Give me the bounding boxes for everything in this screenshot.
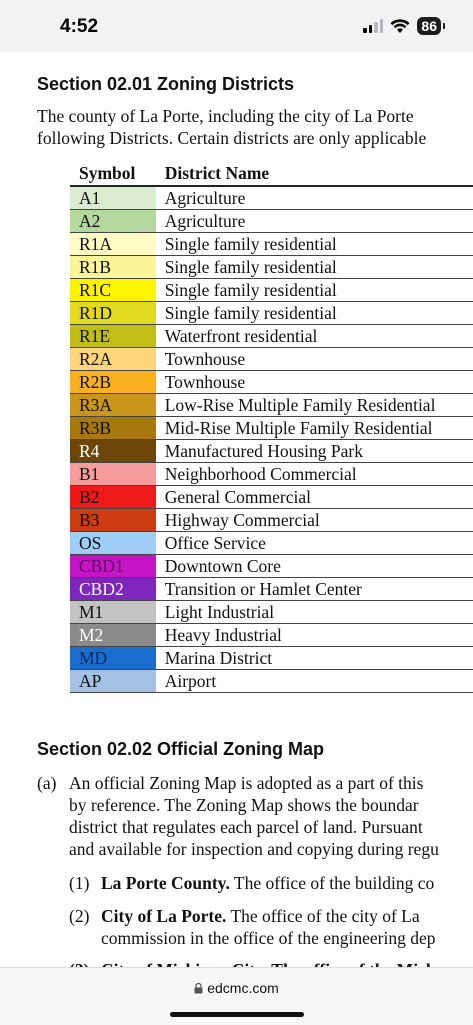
district-symbol-cell: B2 <box>70 486 156 509</box>
table-row <box>70 670 473 693</box>
table-row <box>70 348 473 371</box>
district-symbol-cell: CBD2 <box>70 578 156 601</box>
district-symbol-cell: R1B <box>70 256 156 279</box>
table-row <box>70 624 473 647</box>
lock-icon <box>194 983 203 994</box>
section-heading-zoning-districts: Section 02.01 Zoning Districts <box>37 74 295 94</box>
table-row <box>70 532 473 555</box>
table-header-row <box>70 162 473 186</box>
item-2-bold: City of La Porte. <box>101 906 227 926</box>
district-name-cell: Townhouse <box>156 348 473 371</box>
district-name-cell: Airport <box>156 670 473 693</box>
district-symbol-cell: R1D <box>70 302 156 325</box>
district-name-cell: Light Industrial <box>156 601 473 624</box>
district-symbol-cell: A1 <box>70 186 156 210</box>
table-row <box>70 440 473 463</box>
district-name-cell: Agriculture <box>156 186 473 210</box>
status-bar <box>0 0 473 52</box>
table-row <box>70 186 473 210</box>
table-row <box>70 371 473 394</box>
table-row <box>70 417 473 440</box>
district-symbol-cell: R1E <box>70 325 156 348</box>
intro-line-2: following Districts. Certain districts are only applicable <box>37 128 427 148</box>
district-symbol-cell: R3A <box>70 394 156 417</box>
table-row <box>70 233 473 256</box>
zoning-districts-table <box>70 162 473 693</box>
item-2-line-2: commission in the office of the engineering dep <box>101 928 436 948</box>
table-row <box>70 256 473 279</box>
document-content[interactable] <box>0 52 473 967</box>
para-a-line-3: district that regulates each parcel of land. Pursuant <box>69 817 423 837</box>
district-name-cell: Highway Commercial <box>156 509 473 532</box>
district-name-cell: Single family residential <box>156 233 473 256</box>
url-bar[interactable] <box>0 980 473 996</box>
table-row <box>70 463 473 486</box>
table-row <box>70 601 473 624</box>
status-icons <box>363 17 441 35</box>
district-name-cell: Marina District <box>156 647 473 670</box>
district-symbol-cell: A2 <box>70 210 156 233</box>
table-row <box>70 578 473 601</box>
status-time: 4:52 <box>60 16 99 37</box>
table-row <box>70 325 473 348</box>
district-symbol-cell: OS <box>70 532 156 555</box>
district-symbol-cell: B1 <box>70 463 156 486</box>
district-name-cell: Single family residential <box>156 302 473 325</box>
district-symbol-cell: R4 <box>70 440 156 463</box>
district-name-cell: Heavy Industrial <box>156 624 473 647</box>
district-name-cell: Townhouse <box>156 371 473 394</box>
district-name-cell: Manufactured Housing Park <box>156 440 473 463</box>
section-heading-zoning-map: Section 02.02 Official Zoning Map <box>37 739 325 759</box>
district-name-cell: Low-Rise Multiple Family Residential <box>156 394 473 417</box>
item-2-number: (2) <box>69 906 90 926</box>
district-name-cell: General Commercial <box>156 486 473 509</box>
item-1-body: The office of the building co <box>229 873 435 893</box>
wifi-icon <box>390 19 410 34</box>
district-name-cell: Agriculture <box>156 210 473 233</box>
district-symbol-cell: CBD1 <box>70 555 156 578</box>
district-symbol-cell: R2B <box>70 371 156 394</box>
browser-footer[interactable] <box>0 967 473 1025</box>
para-a-line-1: An official Zoning Map is adopted as a part of this <box>69 773 424 793</box>
district-name-cell: Single family residential <box>156 279 473 302</box>
district-symbol-cell: M1 <box>70 601 156 624</box>
para-a-label: (a) <box>37 773 57 793</box>
item-1-text <box>101 873 434 894</box>
table-row <box>70 394 473 417</box>
district-symbol-cell: M2 <box>70 624 156 647</box>
cellular-signal-icon <box>363 19 383 33</box>
item-1-number: (1) <box>69 873 90 893</box>
para-a-line-4: and available for inspection and copying during regu <box>69 839 439 859</box>
table-row <box>70 647 473 670</box>
district-name-cell: Transition or Hamlet Center <box>156 578 473 601</box>
district-name-column-header: District Name <box>156 162 473 186</box>
district-name-cell: Mid-Rise Multiple Family Residential <box>156 417 473 440</box>
table-row <box>70 302 473 325</box>
district-symbol-cell: R3B <box>70 417 156 440</box>
intro-line-1: The county of La Porte, including the city of La Porte <box>37 106 414 126</box>
para-a-line-2: by reference. The Zoning Map shows the boundar <box>69 795 419 815</box>
item-2-text <box>101 906 420 927</box>
table-row <box>70 210 473 233</box>
district-name-cell: Neighborhood Commercial <box>156 463 473 486</box>
district-symbol-cell: R1A <box>70 233 156 256</box>
table-row <box>70 486 473 509</box>
district-name-cell: Waterfront residential <box>156 325 473 348</box>
district-symbol-cell: R1C <box>70 279 156 302</box>
district-name-cell: Single family residential <box>156 256 473 279</box>
table-row <box>70 555 473 578</box>
home-indicator[interactable] <box>170 1012 304 1017</box>
district-symbol-cell: B3 <box>70 509 156 532</box>
district-symbol-cell: MD <box>70 647 156 670</box>
item-2-body: The office of the city of La <box>226 906 420 926</box>
district-symbol-cell: R2A <box>70 348 156 371</box>
table-row <box>70 279 473 302</box>
table-row <box>70 509 473 532</box>
district-name-cell: Office Service <box>156 532 473 555</box>
district-name-cell: Downtown Core <box>156 555 473 578</box>
district-symbol-cell: AP <box>70 670 156 693</box>
url-text: edcmc.com <box>207 980 279 996</box>
symbol-column-header: Symbol <box>70 162 156 186</box>
battery-icon: 86 <box>417 17 441 35</box>
item-1-bold: La Porte County. <box>101 873 230 893</box>
